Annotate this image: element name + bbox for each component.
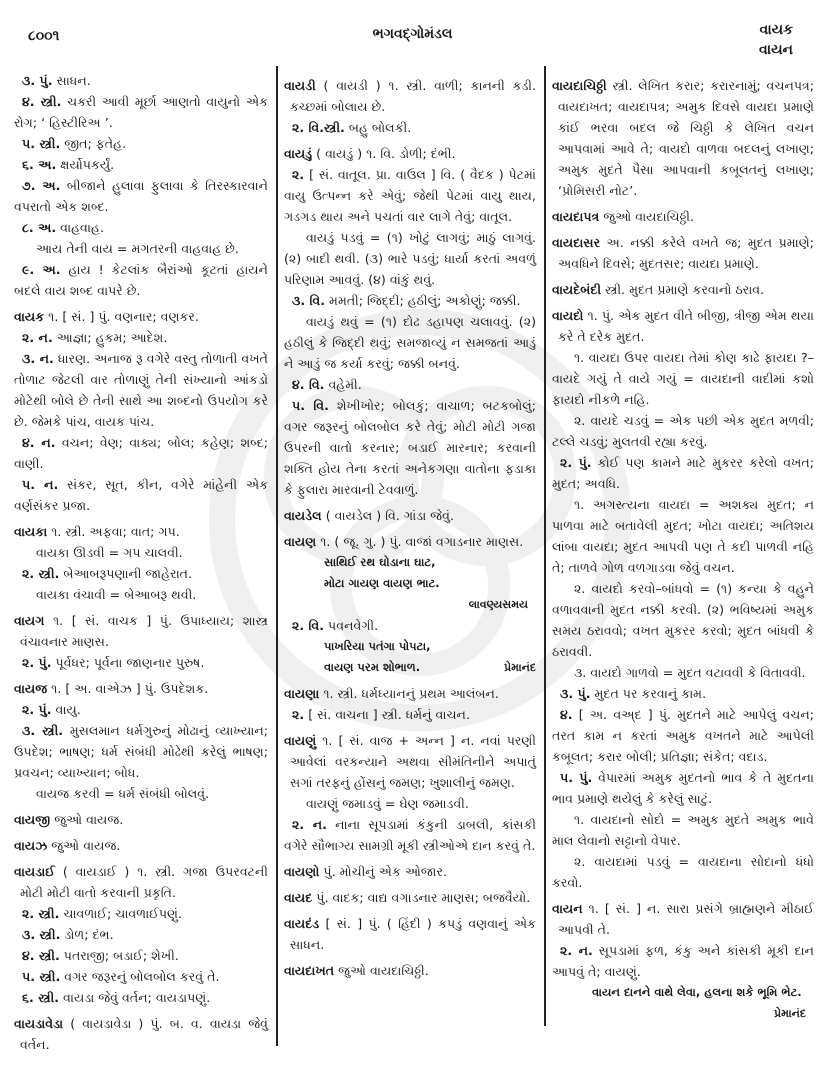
definition-text: મુદત પર કરવાનું કામ. (590, 686, 707, 701)
sense-label: ૫. સ્ત્રી. (22, 969, 61, 984)
entry-sense (284, 704, 536, 725)
definition-text: મમતી; જિદ્દી; હઠીલું; અકોણું; જક્કી. (325, 293, 521, 308)
sense-label: ૬. સ્ત્રી. (22, 990, 60, 1005)
entry-sense (14, 348, 268, 432)
usage-example (552, 851, 814, 893)
definition-text: વાયણ પરમ શોભાળ. (324, 660, 421, 674)
definition-text: સાધન. (52, 73, 91, 88)
headword: વાયડું (284, 146, 313, 161)
definition-text: પાખરિયા પતંગા પોપટા, (324, 639, 431, 653)
headword: વાયણું (284, 733, 317, 748)
entry-sense (14, 652, 268, 673)
definition-text: ૧. સ્ત્રી. ધર્મધ્યાનનું પ્રથમ આલંબન. (319, 686, 499, 701)
column-divider (544, 66, 546, 1026)
entry-sense (552, 704, 814, 767)
usage-example (14, 542, 268, 563)
headword: વાયદાપત્ર (552, 209, 600, 224)
entry-sense (14, 154, 268, 175)
sense-label: ૪. સ્ત્રી. (22, 94, 62, 109)
usage-example (552, 578, 814, 662)
definition-text: વાયુ. (51, 702, 81, 717)
definition-text: ૧. અગસ્ત્યના વાયદા = અશક્ય મુદત; ન પાળવા માટે બતાવેલી મુદત; ખોટા વાયદા; અતિશય લાંબા વાયદા; મુદત આપવી પણ તે કદી પાળવી નહિ તે; તાળવે ગોળ વળગાડવા જેવું વચન. (552, 497, 814, 575)
entry-sense (14, 720, 268, 783)
usage-example (552, 347, 814, 410)
definition-text: પતરાજી; બડાઈ; શેખી. (59, 948, 179, 963)
running-title: ભગવદ્ગોમંડલ (372, 26, 453, 42)
dictionary-entry (284, 683, 536, 704)
guide-word-first: વાયક (759, 22, 793, 38)
definition-text: ૨. વાયદો કરવો–બાંધવો = (૧) કન્યા કે વહુને વળાવવાની મુદત નક્કી કરવી. (૨) ભવિષ્યમાં અમુક સમય ઠરાવવો; વખત મુકરર કરવો; મુદત બાંધવી કે ઠરાવવી. (552, 581, 814, 659)
definition-text: જીત; ફતેહ. (60, 136, 127, 151)
entry-sense (284, 395, 536, 500)
dictionary-entry (14, 306, 268, 327)
sense-label: ૪. વિ. (292, 377, 325, 392)
entry-sense (284, 615, 536, 636)
definition-text: લાવણ્યસમય (468, 598, 528, 611)
usage-example (552, 410, 814, 452)
sense-label: ૫. વિ. (292, 398, 329, 413)
entry-sense (14, 91, 268, 133)
definition-text: કોઈ પણ કામને માટે મુકરર કરેલો વખત; મુદત; અવધિ. (552, 455, 814, 491)
definition-text: [ સં. વાતૂલ. પ્રા. વાઉલ ] વિ. ( વૈદક ) પેટમાં વાયુ ઉત્પન્ન કરે એવું; જેથી પેટમાં વાયુ થાય, ગડગડ થાય અને પચતાં વાર લાગે તેવું; વાતૂલ. (284, 167, 536, 224)
quotation-line (284, 552, 536, 573)
column-divider (276, 66, 278, 1046)
headword: વાયઝ (14, 838, 48, 853)
sense-label: ૫. પું. (560, 770, 593, 785)
usage-example (14, 584, 268, 605)
definition-text: ( વાયડાઈ ) ૧. સ્ત્રી. ગજા ઉપરવટની મોટી મોટી વાતો કરવાની પ્રકૃતિ. (20, 864, 268, 900)
definition-text: હાય ! કેટલાંક બૈરાંઓ કૂટતાં હાયને બદલે વાય શબ્દ વાપરે છે. (14, 262, 268, 298)
definition-text: ૧. [ સં. ] પું. વણનાર; વણકર. (44, 309, 199, 324)
usage-example (14, 783, 268, 804)
dictionary-entry (284, 861, 536, 882)
definition-text: પવનવેગી. (324, 618, 379, 633)
entry-sense (14, 432, 268, 474)
sense-label: ૪. ન. (22, 435, 56, 450)
headword: વાયક (14, 309, 45, 324)
definition-text: ૧. [ અ. વાએઝ ] પું. ઉપદેશક. (47, 681, 209, 696)
entry-sense (14, 474, 268, 516)
headword: વાયગ (14, 613, 45, 628)
headword: વાયણો (284, 864, 320, 879)
dictionary-entry (552, 206, 814, 227)
entry-sense (14, 945, 268, 966)
definition-text: સ્ત્રી. લેખિત કરાર; કરારનામું; વચનપત્ર; વાયદાખત; વાયદાપત્ર; અમુક દિવસે વાયદા પ્રમાણે કાંઈ ભરવા બદલ જે ચિઠ્ઠી કે લેખિત વચન આપવામાં આવે તે; વાયદો વાળવા બદલનું લખાણ; અમુક મુદતે પૈસા આપવાની કબૂલતનું લખાણ; ‘પ્રોમિસરી નોટ’. (558, 78, 814, 198)
dictionary-entry (284, 887, 536, 908)
headword: વાયદો (552, 308, 584, 323)
definition-text: સૂપડામાં ફળ, કંકુ અને કાંસકી મૂકી દાન આપવું તે; વાયણું. (552, 943, 814, 979)
definition-text: જુઓ વાયજ. (47, 838, 121, 853)
definition-text: ક્ષર્યોપકર્યું. (56, 157, 115, 172)
definition-text: આય તેની વાય = મગતરની વાહવાહ છે. (36, 241, 239, 256)
definition-text: ૧. [ સં. વાચક ] પું. ઉપાધ્યાય; શાસ્ત્ર વંચાવનાર માણસ. (20, 613, 268, 649)
definition-text: ચાવળાઈ; ચાવળાઈપણું. (59, 906, 183, 921)
sense-label: ૨. ન. (22, 330, 53, 345)
dictionary-entry (552, 305, 814, 347)
definition-text: જુઓ વાયદાચિઠ્ઠી. (334, 963, 429, 978)
definition-text: જુઓ વાયદાચિઠ્ઠી. (599, 209, 694, 224)
entry-sense (14, 903, 268, 924)
sense-label: ૬. અ. (22, 157, 57, 172)
definition-text: ૧. [ સં. ] ન. સારા પ્રસંગે બ્રાહ્મણને મીઠાઈ આપવી તે. (558, 901, 814, 937)
quotation-line (284, 573, 536, 594)
headword: વાયડેલ (284, 508, 322, 523)
usage-example (552, 662, 814, 683)
entry-sense (284, 117, 536, 138)
entry-sense (284, 814, 536, 856)
quotation-attribution: પ્રેમાનંદ (504, 661, 536, 674)
sense-label: ૩. પું. (560, 686, 591, 701)
quotation-line (284, 657, 536, 678)
headword: વાયદ (284, 890, 313, 905)
entry-sense (284, 290, 536, 311)
definition-text: [ સં. ] પું. ( હિંદી ) કપડું વણવાનું એક સાધન. (290, 916, 536, 952)
definition-text: મોટા ગાયણ વાયણ ભાટ. (324, 576, 440, 590)
entry-sense (14, 699, 268, 720)
entry-sense (14, 175, 268, 217)
dictionary-entry (14, 610, 268, 652)
definition-text: વગર જરૂરનું બોલબોલ કરવું તે. (60, 969, 220, 984)
sense-label: ૨. પું. (22, 702, 52, 717)
sense-label: ૨. સ્ત્રી. (22, 566, 60, 581)
definition-text: વાયડું પડવું = (૧) ખોટું લાગવું; માઠું લાગવું. (૨) બાદી થવી. (૩) ભારે પડવું; ધાર્યા કરતાં અવળું પરિણામ આવવું. (૪) વાંકું થવું. (284, 230, 536, 287)
page-number: ૮૦૦૧ (28, 28, 60, 44)
entry-sense (552, 940, 814, 982)
definition-text: વાયકા ઊડવી = ગપ ચાલવી. (36, 545, 183, 560)
sense-label: ૨. પું. (560, 455, 592, 470)
headword: વાયકા (14, 524, 48, 539)
entry-sense (14, 259, 268, 301)
dictionary-entry (14, 861, 268, 903)
sense-label: ૫. સ્ત્રી. (22, 136, 61, 151)
dictionary-entry (284, 913, 536, 955)
sense-label: ૭. અ. (22, 178, 61, 193)
definition-text: પું. મોચીનું એક ઓજાર. (319, 864, 447, 879)
dictionary-entry (284, 143, 536, 164)
dictionary-entry (14, 521, 268, 542)
definition-text: ૧. સ્ત્રી. અફવા; વાત; ગપ. (47, 524, 180, 539)
entry-sense (14, 70, 268, 91)
entry-sense (552, 767, 814, 809)
definition-text: બેઆબરૂપણાની જાહેરાત. (59, 566, 193, 581)
definition-text: મુસલમાન ધર્મગુરુનું મોઢાનું વ્યાખ્યાન; ઉપદેશ; ભાષણ; ધર્મ સંબંધી મોઢેથી કરેલું ભાષણ; પ્રવચન; વ્યાખ્યાન; બોધ. (14, 723, 268, 780)
definition-text: પું. વાદક; વાદ્ય વગાડનાર માણસ; બજવૈયો. (312, 890, 531, 905)
definition-text: વાયકા વંચાવી = બેઆબરૂ થવી. (36, 587, 197, 602)
definition-text: ૧. પું. એક મુદત વીતે બીજી, ત્રીજી એમ થયા કરે તે દરેક મુદત. (558, 308, 814, 344)
sense-label: ૩. વિ. (292, 293, 326, 308)
headword: વાયદાસર (552, 235, 601, 250)
entry-sense (552, 683, 814, 704)
quotation-attribution (552, 1003, 814, 1024)
definition-text: ૧. ( જૂ. ગુ. ) પું. વાજાં વગાડનાર માણસ. (316, 534, 524, 549)
usage-example (552, 494, 814, 578)
sense-label: ૩. પું. (22, 73, 53, 88)
definition-text: સંકર, સૂત, કીન, વગેરે માંહેની એક વર્ણસંકર પ્રજા. (14, 477, 268, 513)
definition-text: ૨. વાયદામાં પડવું = વાયદાના સોદાનો ધંધો કરવો. (552, 854, 814, 890)
headword: વાયડી (284, 78, 316, 93)
dictionary-entry (552, 232, 814, 274)
definition-text: વાયડું થવું = (૧) દોઢ ડહાપણ ચલાવવું. (૨) હઠીલું કે જિદ્દી થવું; સમજાવ્યું ન સમજતાં આડું ને આડું જ કર્યા કરવું; જક્કી બનવું. (284, 314, 536, 371)
dictionary-entry (14, 1013, 268, 1055)
sense-label: ૩. ન. (22, 351, 54, 366)
definition-text: વાહવાહ. (56, 220, 104, 235)
headword: વાયન (552, 901, 583, 916)
definition-text: વચન; વેણ; વાક્ય; બોલ; કહેણ; શબ્દ; વાણી. (14, 435, 268, 471)
dictionary-entry (552, 279, 814, 300)
definition-text: ૧. વાયદા ઉપર વાયદા તેમાં કોણ કાઢે ફાયદા ?–વાયદે ગયું તે વાયે ગયું = વાયદાની વાદીમાં કશો ફાયદો નીકળે નહિ. (552, 350, 814, 407)
headword: વાયજ (14, 681, 48, 696)
column-3 (552, 70, 814, 1070)
definition-text: જુઓ વાયજ. (50, 812, 124, 827)
dictionary-entry (284, 960, 536, 981)
sense-label: ૨. (292, 167, 305, 182)
headword: વાયડાવેડા (14, 1016, 64, 1031)
definition-text: ( વાયડેલ ) વિ. ગાંડા જેવું. (321, 508, 454, 523)
usage-example (14, 238, 268, 259)
entry-sense (14, 987, 268, 1008)
headword: વાયદંડ (284, 916, 320, 931)
usage-example (284, 311, 536, 374)
definition-text: શેખીખોર; બોલકું; વાચાળ; બટકબોલું; વગર જરૂરનું બોલબોલ કરે તેવું; મોટી મોટી ગજા ઉપરની વાતો કરનાર; બડાઈ મારનાર; કરવાની શક્તિ હોય તેના કરતાં અનેકગણા વાતોના ફડાકા કે ફુલારા મારવાની ટેવવાળું. (284, 398, 537, 497)
entry-sense (284, 374, 536, 395)
dictionary-entry (284, 730, 536, 793)
headword: વાયદાખત (284, 963, 335, 978)
definition-text: પ્રેમાનંદ (774, 1007, 806, 1020)
dictionary-entry (14, 835, 268, 856)
sense-label: ૨. વિ. (292, 618, 325, 633)
sense-label: ૯. અ. (22, 262, 61, 277)
column-2 (284, 70, 536, 1070)
definition-text: ધારણ. અનાજ રૂ વગેરે વસ્તુ તોળાતી વખતે તોળાટ જેટલી વાર તોળાણું તેની સંખ્યાનો આંકડો મોટેથી બોલે છે તેની સાથે આ શબ્દનો ઉપયોગ કરે છે. જેમકે પાંચ, વાયક પાંચ. (14, 351, 268, 429)
definition-text: ૨. વાયદે ચડવું = એક પછી એક મુદત મળવી; ટલ્લે ચડવું; મુલતવી રહ્યા કરવું. (552, 413, 814, 449)
definition-text: [ અ. વઅ્દ ] પું. મુદતને માટે આપેલું વચન; તરત કામ ન કરતાં અમુક વખતને માટે આપેલી કબૂલત; કરાર બોલી; પ્રતિજ્ઞા; સંકેત; વદાડ. (552, 707, 814, 764)
definition-text: ૩. વાયદો ગાળવો = મુદત વટાવવી કે વિતાવવી. (574, 665, 806, 680)
definition-text: અ. નક્કી કરેલે વખતે જ; મુદત પ્રમાણે; અવધિને દિવસે; મુદતસર; વાયદા પ્રમાણે. (558, 235, 814, 271)
sense-label: ૨. (292, 707, 305, 722)
definition-text: નાના સૂપડામાં કંકુની ડાબલી, કાંસકી વગેરે સૌભાગ્ય સામગ્રી મૂકી સ્ત્રીઓએ દાન કરવું તે. (284, 817, 536, 853)
dictionary-entry (14, 678, 268, 699)
sense-label: ૨. ન. (560, 943, 593, 958)
sense-label: ૪. સ્ત્રી. (22, 948, 60, 963)
sense-label: ૩. સ્ત્રી. (22, 927, 61, 942)
definition-text: બહુ બોલકી. (344, 120, 412, 135)
entry-sense (14, 563, 268, 584)
definition-text: આજ્ઞા; હુકમ; આદેશ. (52, 330, 168, 345)
entry-sense (14, 217, 268, 238)
sense-label: ૫. ન. (22, 477, 59, 492)
definition-text: સ્ત્રી. મુદત પ્રમાણે કરવાનો ઠરાવ. (601, 282, 765, 297)
definition-text: ૧. [ સં. વાજ + અન્ન ] ન. નવાં પરણી આવેલાં વરકન્યાને અથવા સીમંતિનીને અપાતું સગાં તરફનું હોંસનું જમણ; ખુશાલીનું જમણ. (290, 733, 536, 790)
definition-text: ૧. વાયદાનો સોદો = અમુક મુદતે અમુક ભાવે માલ લેવાનો સટ્ટાનો વેપાર. (552, 812, 814, 848)
quotation-line (284, 636, 536, 657)
definition-text: વાયન દાનને વાથે લેવા, હલના શકે ભૂમિ ભેટ. (592, 985, 802, 999)
definition-text: વાયડા જેવું વર્તન; વાયડાપણું. (59, 990, 211, 1005)
definition-text: ચકરી આવી મૂર્છા આણતો વાયુનો એક રોગ; ‘ હિસ્ટીરિઅ ’. (14, 94, 268, 130)
guide-word-last: વાયન (758, 42, 793, 58)
dictionary-entry (284, 505, 536, 526)
definition-text: ( વાયડાવેડા ) પું. બ. વ. વાયડા જેવું વર્તન. (20, 1016, 268, 1052)
definition-text: ( વાયડું ) ૧. વિ. ડોળી; દંભી. (312, 146, 456, 161)
definition-text: [ સં. વાચના ] સ્ત્રી. ધર્મનું વાચન. (304, 707, 470, 722)
headword: વાયણા (284, 686, 320, 701)
quotation-attribution (284, 594, 536, 615)
headword: વાયદેબંદી (552, 282, 602, 297)
definition-text: વાયણું જમાડવું = ઘેણ જમાડવી. (306, 796, 469, 811)
definition-text: ( વાયડી ) ૧. સ્ત્રી. વાળી; કાનની કડી. કચ્છમાં બોલાય છે. (290, 78, 536, 114)
quotation-line (552, 982, 814, 1003)
dictionary-entry (552, 898, 814, 940)
dictionary-entry (14, 809, 268, 830)
sense-label: ૨. વિ.સ્ત્રી. (292, 120, 345, 135)
sense-label: ૮. અ. (22, 220, 57, 235)
usage-example (284, 227, 536, 290)
entry-sense (552, 452, 814, 494)
definition-text: ડોળ; દંભ. (60, 927, 114, 942)
dictionary-entry (284, 75, 536, 117)
sense-label: ૨. ન. (292, 817, 327, 832)
definition-text: વાયજ કરવી = ધર્મ સંબંધી બોલવું. (36, 786, 210, 801)
sense-label: ૩. સ્ત્રી. (22, 723, 64, 738)
definition-text: સાથિઈ રથ ઘોડાના ઘાટ, (324, 555, 436, 569)
entry-sense (14, 924, 268, 945)
headword: વાયણ (284, 534, 317, 549)
entry-sense (14, 133, 268, 154)
entry-sense (14, 327, 268, 348)
definition-text: વહેમી. (324, 377, 362, 392)
sense-label: ૨. પું. (22, 655, 52, 670)
dictionary-entry (284, 531, 536, 552)
sense-label: ૪. (560, 707, 573, 722)
usage-example (552, 809, 814, 851)
usage-example (284, 793, 536, 814)
headword: વાયદાચિઠ્ઠી (552, 78, 607, 93)
sense-label: ૨. સ્ત્રી. (22, 906, 60, 921)
definition-text: પૂર્વધર; પૂર્વના જાણનાર પુરુષ. (51, 655, 205, 670)
definition-text: વેપારમાં અમુક મુદતનો ભાવ કે તે મુદતના ભાવ પ્રમાણે થયેલું કે કરેલું સાટું. (552, 770, 814, 806)
dictionary-entry (552, 75, 814, 201)
definition-text: બીજાને હુલાવા ફુલાવા કે તિરસ્કારવાને વપરાતો એક શબ્દ. (14, 178, 268, 214)
headword: વાયડાઈ (14, 864, 55, 879)
entry-sense (14, 966, 268, 987)
headword: વાયજી (14, 812, 51, 827)
column-1 (14, 70, 268, 1070)
entry-sense (284, 164, 536, 227)
